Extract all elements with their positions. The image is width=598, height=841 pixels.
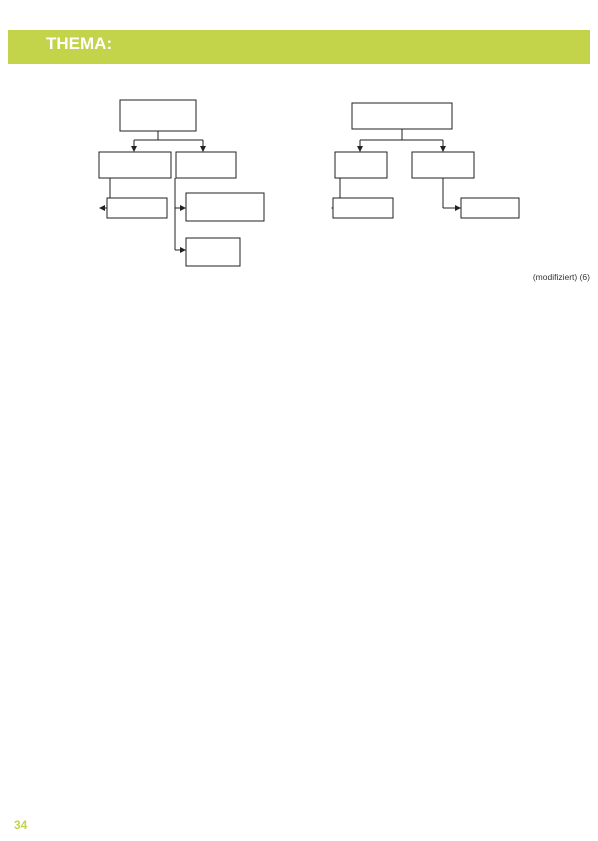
left-tree-leaf-right <box>186 193 264 221</box>
left-tree-leaf-bottom <box>186 238 240 266</box>
text-column-1 <box>52 288 210 828</box>
flowchart <box>0 0 598 290</box>
right-tree-leaf-left <box>333 198 393 218</box>
figure-caption: (modifiziert) (6) <box>532 272 590 282</box>
section-title: THEMA: <box>46 34 113 53</box>
text-column-2 <box>228 288 386 828</box>
page-number: 34 <box>14 818 28 832</box>
left-tree-leaf-left <box>107 198 167 218</box>
right-tree-root <box>352 103 452 129</box>
left-tree-branch-right <box>176 152 236 178</box>
left-tree-root <box>120 100 196 131</box>
right-tree-leaf-right <box>461 198 519 218</box>
right-tree-branch-left <box>335 152 387 178</box>
left-tree-connectors <box>100 131 203 250</box>
right-tree-branch-right <box>412 152 474 178</box>
text-column-3 <box>404 288 562 828</box>
left-tree-branch-left <box>99 152 171 178</box>
